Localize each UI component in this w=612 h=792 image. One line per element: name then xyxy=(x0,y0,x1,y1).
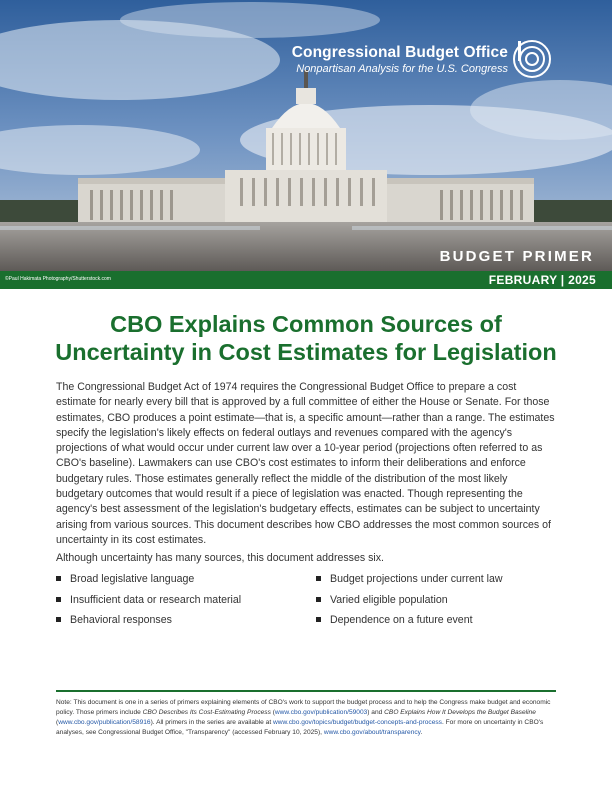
org-branding xyxy=(292,44,508,75)
list-item xyxy=(316,594,503,615)
sources-list-left xyxy=(56,573,241,635)
org-tagline: Nonpartisan Analysis for the U.S. Congress xyxy=(296,63,508,75)
bullet-icon xyxy=(316,576,321,581)
footnote-text: . For more on uncertainty in CBO's analyses, see Congressional Budget Office, "Transparency" (accessed February 10, 2025), xyxy=(56,719,544,736)
list-item xyxy=(316,614,503,635)
footnote-link[interactable]: www.cbo.gov/topics/budget/budget-concepts-and-process xyxy=(272,719,442,726)
list-item xyxy=(56,614,241,635)
list-item-label: Varied eligible population xyxy=(330,593,448,606)
list-item-label: Dependence on a future event xyxy=(330,614,473,626)
bullet-icon xyxy=(316,597,321,602)
intro-paragraph: The Congressional Budget Act of 1974 requires the Congressional Budget Office to prepare a cost estimate for nearly every bill that is approved by a full committee of either the House or Senate. For those estimates, CBO produces a point estimate—that is, a specific amount—rather than a range. The estimates specify the legislation's likely effects on federal outlays and revenues compared with the agency's projections of what would occur under current law over a 10-year period (projections often referred to as CBO's baseline). Lawmakers can use CBO's cost estimates to inform their deliberations and enforce budgetary rules. Those estimates generally reflect the middle of the distribution of the most likely budgetary outcomes that would result if a piece of legislation was enacted. Though representing the agency's best assessment of the legislation's budgetary effects, estimates can be subject to uncertainty arising from various sources. This document describes how CBO addresses the most common sources of uncertainty in its cost estimates. xyxy=(56,381,555,546)
bullet-icon xyxy=(316,617,321,622)
title-line-1: CBO Explains Common Sources of xyxy=(110,311,502,337)
footnote-divider xyxy=(56,690,556,692)
footnote-text: Note: This document is one in a series of primers explaining elements of CBO's work to support the budget process and to help the Congress make budget and economic policy. Those primers include xyxy=(56,699,551,716)
list-item xyxy=(316,573,503,594)
page-title xyxy=(0,310,612,366)
list-item xyxy=(56,573,241,594)
sources-list-right xyxy=(316,573,503,635)
list-item-label: Insufficient data or research material xyxy=(70,593,242,606)
publication-date: FEBRUARY | 2025 xyxy=(488,273,596,287)
list-item-label: Budget projections under current law xyxy=(330,573,503,585)
title-line-2: Uncertainty in Cost Estimates for Legislation xyxy=(55,339,557,365)
bullet-icon xyxy=(56,576,61,581)
list-intro: Although uncertainty has many sources, this document addresses six. xyxy=(56,552,384,564)
footnote-link[interactable]: www.cbo.gov/publication/59003 xyxy=(274,709,368,716)
footnote xyxy=(56,698,558,738)
date-bar xyxy=(0,271,612,289)
footnote-title: CBO Explains How It Develops the Budget Baseline xyxy=(384,709,536,716)
org-name: Congressional Budget Office xyxy=(291,44,508,61)
footnote-title: CBO Describes Its Cost-Estimating Process xyxy=(142,709,271,716)
footnote-text: ( xyxy=(270,709,275,716)
series-label: BUDGET PRIMER xyxy=(439,248,594,265)
footnote-link[interactable]: www.cbo.gov/publication/58916 xyxy=(58,719,151,726)
footnote-link[interactable]: www.cbo.gov/about/transparency xyxy=(323,729,421,736)
list-item-label: Behavioral responses xyxy=(70,614,172,626)
photo-credit: ©Paul Hakimata Photography/Shutterstock.com xyxy=(5,276,111,282)
footnote-text: ) and xyxy=(367,709,385,716)
cbo-logo-icon xyxy=(512,39,552,79)
list-item xyxy=(56,594,241,615)
footnote-text: . xyxy=(420,729,423,736)
footnote-text: ( xyxy=(56,719,59,726)
footnote-text: ). All primers in the series are available at xyxy=(150,719,273,726)
bullet-icon xyxy=(56,597,61,602)
bullet-icon xyxy=(56,617,61,622)
list-item-label: Broad legislative language xyxy=(70,573,195,585)
